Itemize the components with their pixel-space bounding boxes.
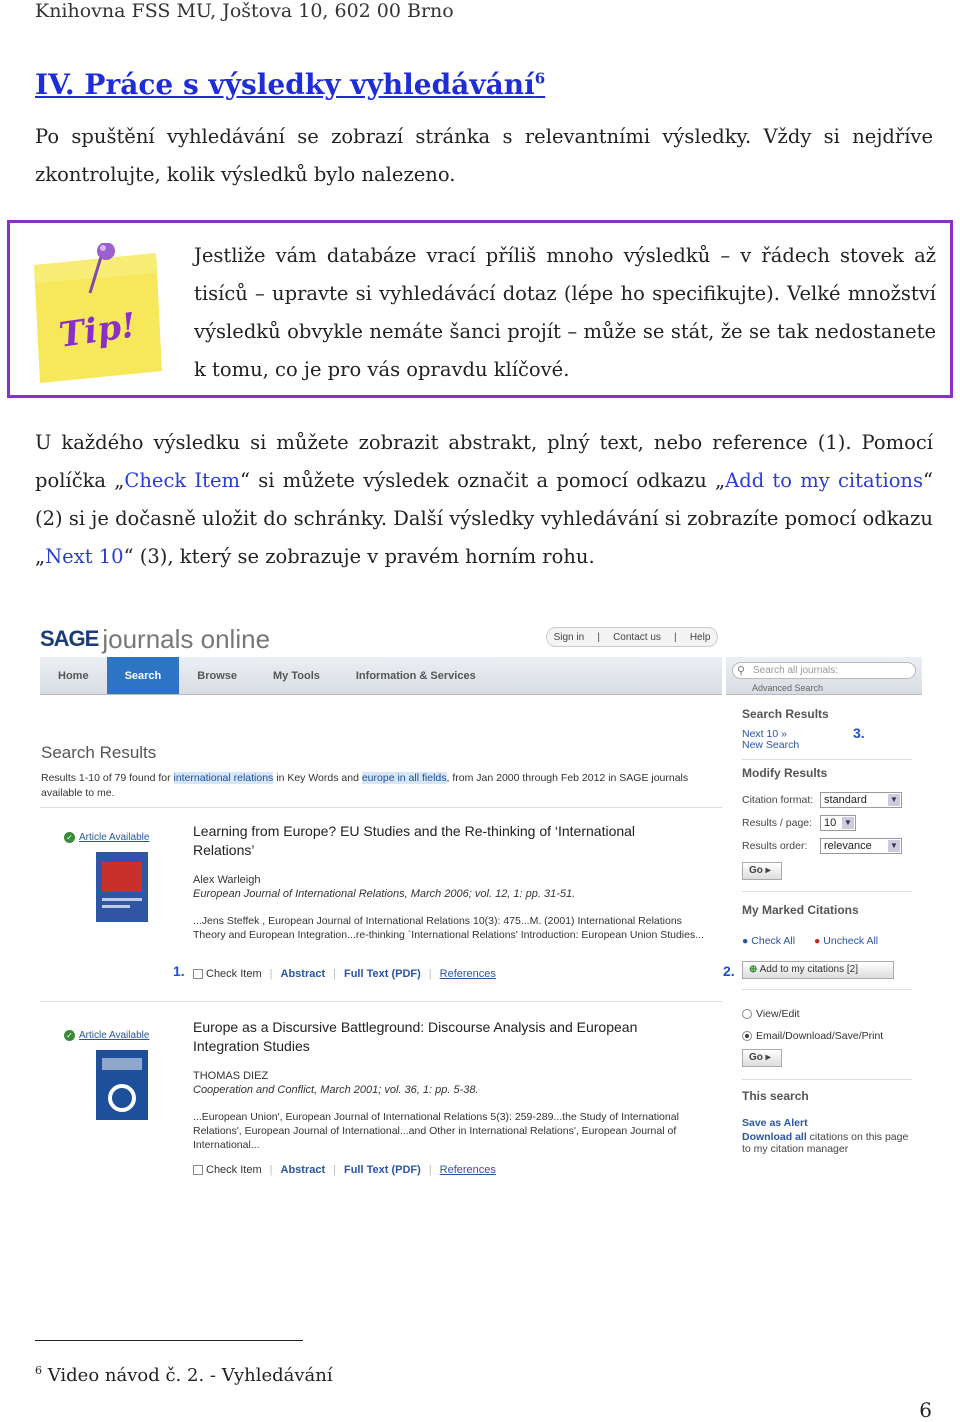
search-area: [726, 657, 922, 695]
result-title-link[interactable]: Learning from Europe? EU Studies and the Re-thinking of ‘International Relations’: [193, 823, 636, 858]
sage-logo: [40, 623, 270, 655]
results-order-label: Results order:: [742, 840, 808, 852]
article-available-link[interactable]: ✓ Article Available: [64, 1030, 149, 1041]
journal-cover-image: [96, 852, 148, 922]
uncheck-all-icon: ●: [814, 935, 821, 947]
svg-text:Tip!: Tip!: [56, 305, 139, 356]
check-item-checkbox[interactable]: [193, 969, 203, 979]
results-page-select[interactable]: 10 ▼: [820, 815, 856, 831]
journal-cover-image: [96, 1050, 148, 1120]
section-heading: IV. Práce s výsledky vyhledávání$^6$: [35, 68, 546, 101]
marker-3: 3.: [853, 725, 865, 741]
download-all-link[interactable]: Download all: [742, 1131, 807, 1143]
check-icon: ✓: [64, 1030, 75, 1041]
modify-go-button[interactable]: Go ▸: [742, 862, 782, 880]
tip-box: [7, 220, 953, 398]
check-item-checkbox[interactable]: [193, 1165, 203, 1175]
check-icon: ✓: [64, 832, 75, 843]
search-icon: ⚲: [737, 665, 746, 677]
check-item[interactable]: Check Item: [193, 968, 262, 980]
tip-text: Jestliže vám databáze vrací příliš mnoho výsledků – v řádech stovek až tisíců – upravte si vyhledávácí dotaz (lépe ho specifikujte). Velké množství výsledků obvykle nemáte šanci projít – může se stát, že se tak nedostanete k tomu, co je pro vás opravdu klíčové.: [194, 244, 936, 381]
result-title-link[interactable]: Europe as a Discursive Battleground: Discourse Analysis and European Integration Studies: [193, 1019, 638, 1054]
chevron-down-icon: ▼: [888, 794, 900, 806]
this-search-heading: This search: [742, 1089, 809, 1103]
chevron-down-icon: ▼: [888, 840, 900, 852]
results-page-label: Results / page:: [742, 817, 813, 829]
next-10-link[interactable]: Next 10 »: [742, 728, 787, 740]
intro-paragraph: Po spuštění vyhledávání se zobrazí stránka s relevantními výsledky. Vždy si nejdříve zkontrolujte, kolik výsledků bylo nalezeno.: [35, 125, 933, 186]
result-item: [40, 807, 722, 997]
check-all-link[interactable]: ● Check All: [742, 935, 796, 947]
plus-icon: ⊕: [749, 964, 758, 975]
sage-screenshot: [36, 615, 928, 1185]
result-snippet: ...Jens Steffek , European Journal of International Relations 10(3): 475...M. (2001) International Relations Theory and European Integration...re-thinking `International Relations' Introduction: European Union Studies...: [193, 915, 704, 941]
footnote: $^6$ Video návod č. 2. - Vyhledávání: [35, 1364, 333, 1386]
check-item[interactable]: Check Item: [193, 1164, 262, 1176]
footnote-ref[interactable]: 6: [534, 69, 546, 88]
references-link[interactable]: References: [439, 968, 496, 980]
email-download-radio[interactable]: Email/Download/Save/Print: [742, 1030, 883, 1042]
page-number: 6: [919, 1398, 932, 1422]
top-links: Sign in | Contact us | Help: [546, 627, 718, 647]
tip-note-icon: [28, 243, 166, 385]
add-citations-link-text: Add to my citations: [725, 469, 923, 492]
footnote-separator: [35, 1340, 303, 1341]
result-actions: Check Item | Abstract | Full Text (PDF) | References: [193, 968, 496, 980]
result-item: [40, 1001, 722, 1185]
download-all-text: Download all citations on this page to my citation manager: [742, 1131, 909, 1155]
advanced-search-link[interactable]: Advanced Search: [752, 683, 824, 693]
uncheck-all-link[interactable]: ● Uncheck All: [814, 935, 879, 947]
action-go-button[interactable]: Go ▸: [742, 1049, 782, 1067]
check-item-link-text: Check Item: [124, 469, 240, 492]
full-text-pdf-link[interactable]: Full Text (PDF): [343, 968, 421, 980]
marked-citations-heading: My Marked Citations: [742, 903, 859, 917]
marker-2: 2.: [723, 963, 735, 979]
modify-results-heading: Modify Results: [742, 766, 828, 780]
marker-1: 1.: [173, 963, 185, 979]
result-author: Alex Warleigh: [193, 874, 261, 886]
main-nav: [40, 657, 722, 695]
citation-format-select[interactable]: standard ▼: [820, 792, 902, 808]
search-input[interactable]: ⚲ Search all journals:: [732, 662, 916, 679]
full-text-pdf-link[interactable]: Full Text (PDF): [343, 1164, 421, 1176]
tab-search[interactable]: Search: [107, 657, 180, 694]
references-link[interactable]: References: [439, 1164, 496, 1176]
chevron-down-icon: ▼: [842, 817, 854, 829]
result-actions: Check Item | Abstract | Full Text (PDF) | References: [193, 1164, 496, 1176]
results-order-select[interactable]: relevance ▼: [820, 838, 902, 854]
tab-my-tools[interactable]: My Tools: [273, 670, 320, 682]
abstract-link[interactable]: Abstract: [280, 968, 326, 980]
page-header: Knihovna FSS MU, Joštova 10, 602 00 Brno: [35, 0, 454, 22]
add-to-citations-button[interactable]: ⊕ Add to my citations [2]: [742, 961, 894, 979]
result-snippet: ...European Union', European Journal of International Relations 5(3): 259-289...the Study of International Relations', European Journal of International...and Other in International Relations', European Journal of International...: [193, 1111, 679, 1151]
abstract-link[interactable]: Abstract: [280, 1164, 326, 1176]
results-summary: Results 1-10 of 79 found for international relations in Key Words and europe in all fields, from Jan 2000 through Feb 2012 in SAGE journals available to me.: [41, 772, 689, 799]
result-journal: Cooperation and Conflict, March 2001; vol. 36, 1: pp. 5-38.: [193, 1084, 479, 1096]
save-as-alert-link[interactable]: Save as Alert: [742, 1117, 808, 1129]
results-paragraph: U každého výsledku si můžete zobrazit abstrakt, plný text, nebo reference (1). Pomocí políčka „Check Item“ si můžete výsledek označit a pomocí odkazu „Add to my citations“ (2) si je dočasně uložit do schránky. Další výsledky vyhledávání si zobrazíte pomocí odkazu „Next 10“ (3), který se zobrazuje v pravém horním rohu.: [35, 431, 933, 568]
next10-link-text: Next 10: [45, 545, 124, 568]
new-search-link[interactable]: New Search: [742, 739, 800, 751]
view-edit-radio[interactable]: View/Edit: [742, 1008, 800, 1020]
tab-information-services[interactable]: Information & Services: [355, 670, 476, 682]
tab-browse[interactable]: Browse: [197, 670, 238, 682]
check-all-icon: ●: [742, 935, 749, 947]
article-available-link[interactable]: ✓ Article Available: [64, 832, 149, 843]
journals-online-text: journals online: [102, 623, 271, 654]
results-title: Search Results: [41, 743, 157, 762]
citation-format-label: Citation format:: [742, 794, 814, 806]
result-journal: European Journal of International Relations, March 2006; vol. 12, 1: pp. 31-51.: [193, 888, 576, 900]
contact-us-link[interactable]: Contact us: [613, 631, 661, 643]
sign-in-link[interactable]: Sign in: [553, 631, 585, 643]
sage-logo-text: SAGE: [40, 626, 99, 651]
tab-home[interactable]: Home: [58, 670, 89, 682]
result-author: THOMAS DIEZ: [193, 1070, 269, 1082]
sidebar-search-results-heading: Search Results: [742, 707, 829, 721]
help-link[interactable]: Help: [689, 631, 711, 643]
